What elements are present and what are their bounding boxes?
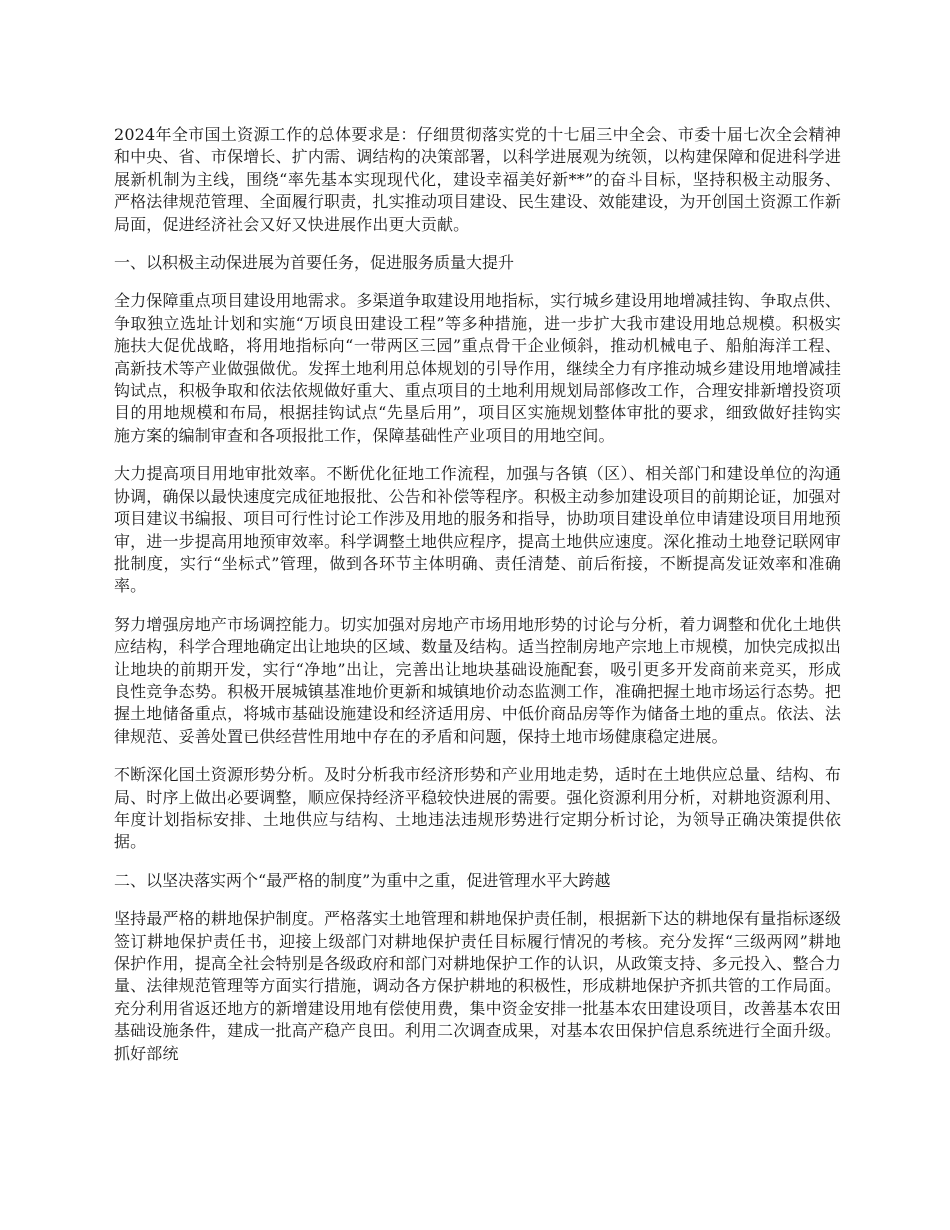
document-body (114, 124, 841, 1081)
paragraph-real-estate-control: 努力增强房地产市场调控能力。切实加强对房地产市场用地形势的讨论与分析，着力调整和优化土地供应结构，科学合理地确定出让地块的区域、数量及结构。适当控制房地产宗地上市规模，加快完成拟出让地块的前期开发，实行“净地”出让，完善出让地块基础设施配套，吸引更多开发商前来竞买，形成良性竞争态势。积极开展城镇基准地价更新和城镇地价动态监测工作，准确把握土地市场运行态势。把握土地储备重点，将城市基础设施建设和经济适用房、中低价商品房等作为储备土地的重点。依法、法律规范、妥善处置已供经营性用地中存在的矛盾和问题，保持土地市场健康稳定进展。 (114, 614, 841, 746)
paragraph-approval-efficiency: 大力提高项目用地审批效率。不断优化征地工作流程，加强与各镇（区）、相关部门和建设单位的沟通协调，确保以最快速度完成征地报批、公告和补偿等程序。积极主动参加建设项目的前期论证，加强对项目建议书编报、项目可行性讨论工作涉及用地的服务和指导，协助项目建设单位申请建设项目用地预审，进一步提高用地预审效率。科学调整土地供应程序，提高土地供应速度。深化推动土地登记联网审批制度，实行“坐标式”管理，做到各环节主体明确、责任清楚、前后衔接，不断提高发证效率和准确率。 (114, 464, 841, 596)
section-heading-1: 一、以积极主动保进展为首要任务，促进服务质量大提升 (114, 253, 515, 273)
section-heading-2: 二、以坚决落实两个“最严格的制度”为重中之重，促进管理水平大跨越 (114, 870, 611, 890)
intro-paragraph: 2024年全市国土资源工作的总体要求是：仔细贯彻落实党的十七届三中全会、市委十届七次全会精神和中央、省、市保增长、扩内需、调结构的决策部署，以科学进展观为统领，以构建保障和促进科学进展新机制为主线，围绕“率先基本实现现代化，建设幸福美好新**”的奋斗目标，坚持积极主动服务、严格法律规范管理、全面履行职责，扎实推动项目建设、民生建设、效能建设，为开创国土资源工作新局面，促进经济社会又好又快进展作出更大贡献。 (114, 125, 841, 234)
paragraph-farmland-protection: 坚持最严格的耕地保护制度。严格落实土地管理和耕地保护责任制，根据新下达的耕地保有量指标逐级签订耕地保护责任书，迎接上级部门对耕地保护责任目标履行情况的考核。充分发挥“三级两网”耕地保护作用，提高全社会特别是各级政府和部门对耕地保护工作的认识，从政策支持、多元投入、整合力量、法律规范管理等方面实行措施，调动各方保护耕地的积极性，形成耕地保护齐抓共管的工作局面。充分利用省返还地方的新增建设用地有偿使用费，集中资金安排一批基本农田建设项目，改善基本农田基础设施条件，建成一批高产稳产良田。利用二次调查成果，对基本农田保护信息系统进行全面升级。抓好部统 (114, 909, 841, 1063)
paragraph-situation-analysis: 不断深化国土资源形势分析。及时分析我市经济形势和产业用地走势，适时在土地供应总量、结构、布局、时序上做出必要调整，顺应保持经济平稳较快进展的需要。强化资源利用分析，对耕地资源利用、年度计划指标安排、土地供应与结构、土地违法违规形势进行定期分析讨论，为领导正确决策提供依据。 (114, 765, 841, 852)
paragraph-land-guarantee: 全力保障重点项目建设用地需求。多渠道争取建设用地指标，实行城乡建设用地增减挂钩、争取点供、争取独立选址计划和实施“万顷良田建设工程”等多种措施，进一步扩大我市建设用地总规模。积极实施扶大促优战略，将用地指标向“一带两区三园”重点骨干企业倾斜，推动机械电子、船舶海洋工程、高新技术等产业做强做优。发挥土地利用总体规划的引导作用，继续全力有序推动城乡建设用地增减挂钩试点，积极争取和依法依规做好重大、重点项目的土地利用规划局部修改工作，合理安排新增投资项目的用地规模和布局，根据挂钩试点“先垦后用”，项目区实施规划整体审批的要求，细致做好挂钩实施方案的编制审查和各项报批工作，保障基础性产业项目的用地空间。 (114, 291, 841, 445)
